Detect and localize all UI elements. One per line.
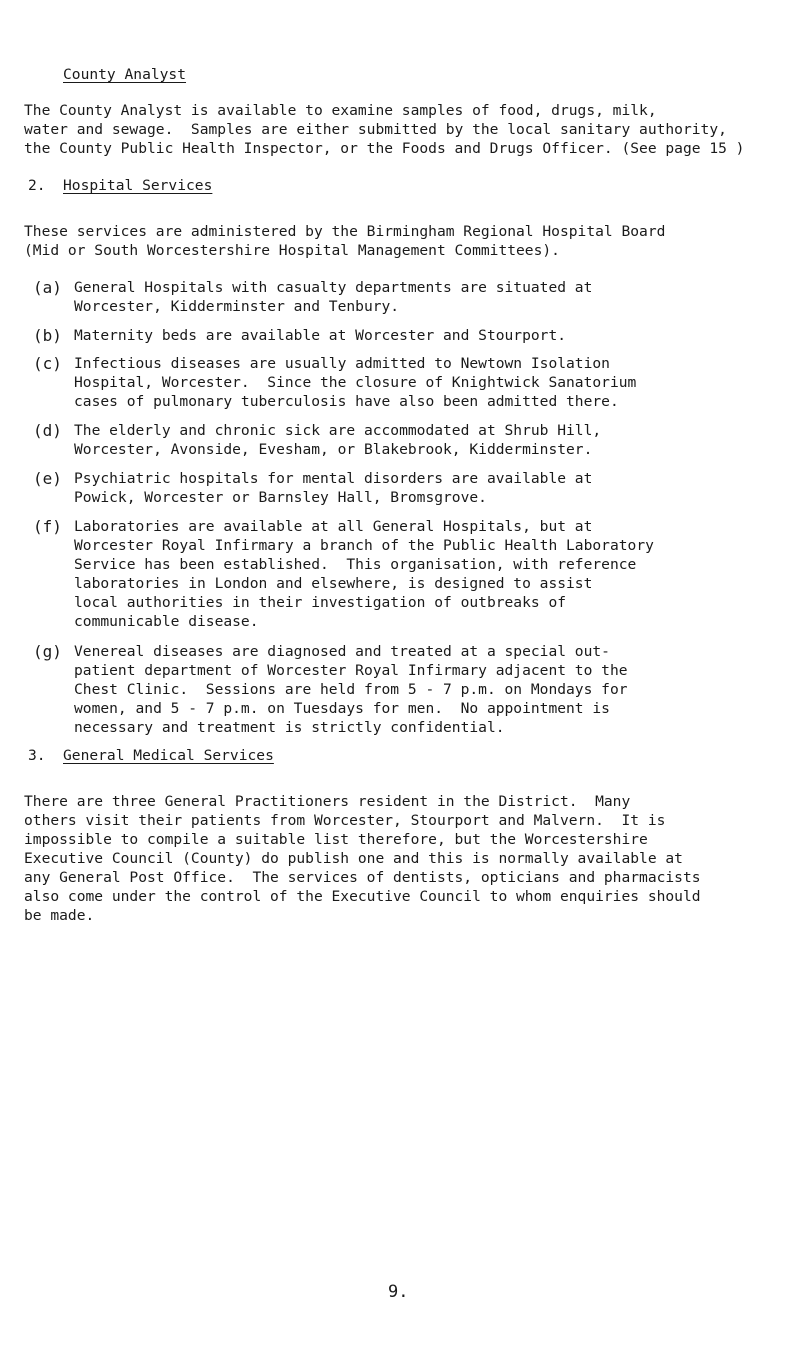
- item-text: Laboratories are available at all General Hospitals, but at Worcester Royal Infirmary a branch of the Public Health Laboratory Service has been established. This organisation, with reference laboratories in London and elsewhere, is designed to assist local authorities in their investigation of outbreaks of communicable disease.: [74, 518, 654, 630]
- general-medical-services-paragraph: There are three General Practitioners resident in the District. Many others visit their patients from Worcester, Stourport and Malvern. It is impossible to compile a suitable list therefore, but the Worcestershire Executive Council (County) do publish one and this is normally available at any General Post Office. The services of dentists, opticians and pharmacists also come under the control of the Executive Council to whom enquiries should be made.: [24, 793, 701, 924]
- page-number: 9.: [388, 1282, 409, 1302]
- county-analyst-heading: County Analyst: [63, 66, 187, 83]
- item-text: Infectious diseases are usually admitted to Newtown Isolation Hospital, Worcester. Since the closure of Knightwick Sanatorium cases of pulmonary tuberculosis have also been admitted there.: [74, 355, 637, 410]
- item-text: General Hospitals with casualty departments are situated at Worcester, Kidderminster and Tenbury.: [74, 279, 593, 315]
- item-label: (c): [33, 354, 62, 373]
- item-text: Venereal diseases are diagnosed and treated at a special out- patient department of Worcester Royal Infirmary adjacent to the Chest Clinic. Sessions are held from 5 - 7 p.m. on Mondays for women, and 5 - 7 p.m. on Tuesdays for men. No appointment is necessary and treatment is strictly confidential.: [74, 643, 628, 736]
- item-text: Psychiatric hospitals for mental disorders are available at Powick, Worcester or Barnsley Hall, Bromsgrove.: [74, 470, 593, 506]
- general-medical-services-heading: General Medical Services: [63, 747, 274, 764]
- county-analyst-paragraph: The County Analyst is available to examine samples of food, drugs, milk, water and sewage. Samples are either submitted by the local sanitary authority, the County Public Health Inspector, or the Foods and Drugs Officer. (See page 15 ): [24, 102, 745, 157]
- item-text: The elderly and chronic sick are accommodated at Shrub Hill, Worcester, Avonside, Evesham, or Blakebrook, Kidderminster.: [74, 422, 602, 458]
- item-label: (d): [33, 421, 62, 440]
- item-label: (f): [33, 517, 62, 536]
- section-3-number: 3.: [28, 747, 46, 764]
- item-label: (e): [33, 469, 62, 488]
- item-text: Maternity beds are available at Worcester and Stourport.: [74, 327, 567, 344]
- section-2-number: 2.: [28, 177, 46, 194]
- hospital-services-intro: These services are administered by the Birmingham Regional Hospital Board (Mid or South Worcestershire Hospital Management Committees).: [24, 223, 666, 259]
- hospital-services-heading: Hospital Services: [63, 177, 213, 194]
- item-label: (b): [33, 326, 62, 345]
- item-label: (a): [33, 278, 62, 297]
- item-label: (g): [33, 642, 62, 661]
